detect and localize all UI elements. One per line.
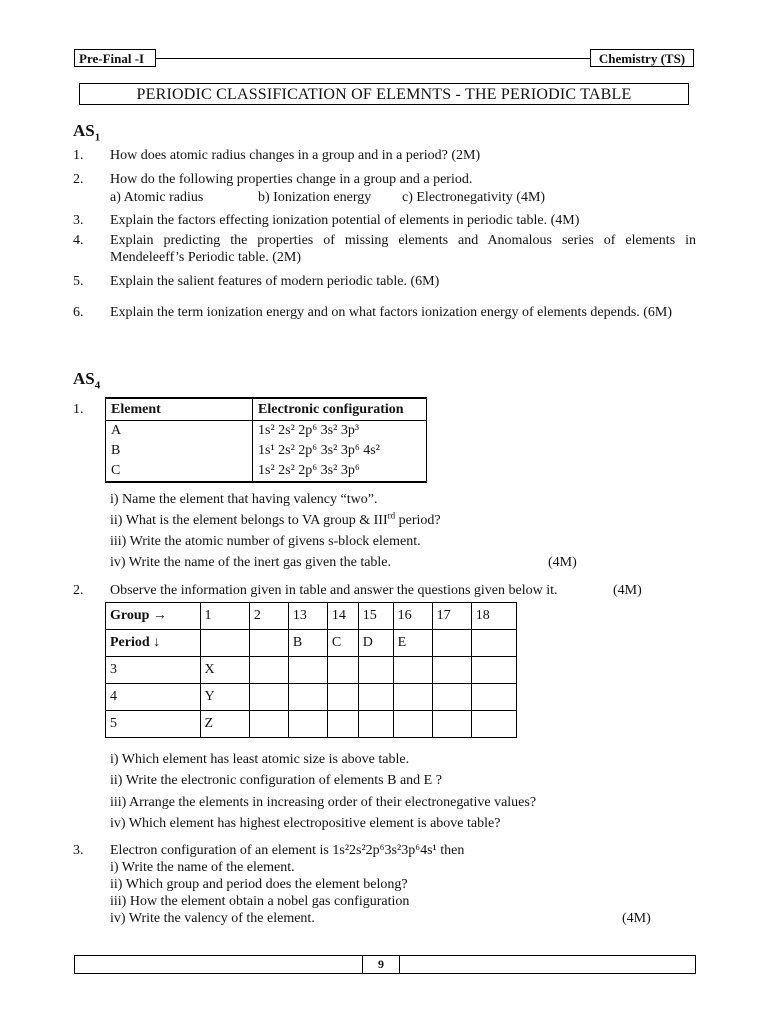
option-b: b) Ionization energy [258, 190, 372, 205]
grid-cell [432, 684, 471, 711]
page-number: 9 [362, 955, 400, 974]
table-header-config: Electronic configuration [253, 398, 427, 421]
grid-cell [471, 711, 516, 738]
element-config-table [105, 397, 427, 483]
group-cell: 16 [393, 603, 432, 630]
question-text: How does atomic radius changes in a group and in a period? (2M) [110, 148, 481, 163]
section-as1-heading [73, 121, 100, 143]
grid-cell [358, 684, 393, 711]
subquestion-ii-sup: rd [387, 510, 396, 521]
group-cell: 18 [471, 603, 516, 630]
period-number: 3 [106, 657, 201, 684]
marks-label: (4M) [613, 583, 642, 598]
question-text: How do the following properties change in a group and a period. [110, 172, 473, 187]
grid-cell [432, 657, 471, 684]
subquestion-ii: ii) Write the electronic configuration of elements B and E ? [110, 773, 442, 788]
marks-label: (4M) [622, 911, 651, 926]
grid-cell [358, 657, 393, 684]
table-cell-element: A [106, 421, 253, 442]
question-text: Explain the factors effecting ionization potential of elements in periodic table. (4M) [110, 213, 580, 228]
header-left-label: Pre-Final -I [74, 49, 156, 67]
section-as4-label: AS [73, 369, 95, 388]
group-cell: 1 [200, 603, 249, 630]
question-number: 2. [73, 172, 84, 187]
subquestion-ii [110, 512, 441, 529]
period-label: Period ↓ [106, 630, 201, 657]
question-number: 2. [73, 583, 84, 598]
period-number: 5 [106, 711, 201, 738]
subquestion-i: i) Name the element that having valency “two”. [110, 492, 378, 507]
question-text: Explain the term ionization energy and on what factors ionization energy of elements depends. (6M) [110, 305, 673, 320]
grid-cell [471, 630, 516, 657]
question-number: 5. [73, 274, 84, 289]
question-number: 3. [73, 213, 84, 228]
section-as4-heading [73, 369, 100, 391]
group-cell: 2 [249, 603, 288, 630]
table-row [106, 421, 427, 442]
period-row [106, 657, 517, 684]
grid-cell [432, 711, 471, 738]
option-c: c) Electronegativity (4M) [402, 190, 546, 205]
period-row [106, 684, 517, 711]
group-cell: 14 [327, 603, 358, 630]
group-cell: 15 [358, 603, 393, 630]
grid-cell: B [288, 630, 327, 657]
grid-cell: X [200, 657, 249, 684]
grid-cell: D [358, 630, 393, 657]
grid-cell [327, 711, 358, 738]
section-as4-sub: 4 [94, 379, 101, 392]
question-number: 3. [73, 843, 84, 858]
header-right-label: Chemistry (TS) [590, 49, 694, 67]
group-cell: 17 [432, 603, 471, 630]
grid-cell: C [327, 630, 358, 657]
subquestion-ii-end: period? [395, 513, 441, 528]
grid-cell [249, 657, 288, 684]
marks-label: (4M) [548, 555, 577, 570]
grid-cell [327, 684, 358, 711]
table-row [106, 441, 427, 461]
table-header-element: Element [106, 398, 253, 421]
period-row [106, 711, 517, 738]
group-row [106, 603, 517, 630]
group-label: Group → [106, 603, 201, 630]
grid-cell [393, 684, 432, 711]
question-text: Explain the salient features of modern periodic table. (6M) [110, 274, 440, 289]
option-a: a) Atomic radius [110, 190, 204, 205]
grid-cell [249, 684, 288, 711]
table-cell-config: 1s¹ 2s² 2p⁶ 3s² 3p⁶ 4s² [258, 443, 380, 458]
grid-cell: E [393, 630, 432, 657]
question-number: 6. [73, 305, 84, 320]
period-label-row [106, 630, 517, 657]
table-cell-element: B [106, 441, 253, 461]
subquestion-iv: iv) Write the name of the inert gas given the table. [110, 555, 392, 570]
subquestion-i: i) Which element has least atomic size is above table. [110, 752, 410, 767]
section-as1-sub: 1 [94, 131, 101, 144]
section-as1-label: AS [73, 121, 95, 140]
grid-cell [432, 630, 471, 657]
question-number: 4. [73, 233, 84, 248]
grid-cell [288, 711, 327, 738]
grid-cell [471, 657, 516, 684]
grid-cell [358, 711, 393, 738]
subquestion-ii-text: ii) What is the element belongs to VA group & III [110, 513, 388, 528]
grid-cell [249, 711, 288, 738]
question-text: Explain predicting the properties of missing elements and Anomalous series of elements in Mendeleeff’s Periodic table. (2M) [110, 233, 696, 265]
question-text [110, 842, 696, 859]
grid-cell [200, 630, 249, 657]
grid-cell [471, 684, 516, 711]
grid-cell [327, 657, 358, 684]
subquestion-iv: iv) Write the valency of the element. [110, 911, 315, 926]
table-cell-config: 1s² 2s² 2p⁶ 3s² 3p⁶ [258, 463, 360, 478]
question-number: 1. [73, 148, 84, 163]
grid-cell [288, 684, 327, 711]
subquestion-iii: iii) Arrange the elements in increasing order of their electronegative values? [110, 795, 537, 810]
grid-cell [393, 711, 432, 738]
grid-cell: Y [200, 684, 249, 711]
page-title: PERIODIC CLASSIFICATION OF ELEMNTS - THE PERIODIC TABLE [79, 83, 689, 105]
grid-cell [249, 630, 288, 657]
question-text-start: Electron configuration of an element is [110, 843, 333, 858]
table-row [106, 461, 427, 482]
table-header-row [106, 398, 427, 421]
table-cell-element: C [106, 461, 253, 482]
electron-config: 1s²2s²2p⁶3s²3p⁶4s¹ [332, 843, 437, 858]
subquestion-iii: iii) Write the atomic number of givens s-block element. [110, 534, 421, 549]
grid-cell [393, 657, 432, 684]
table-cell-config: 1s² 2s² 2p⁶ 3s² 3p³ [258, 423, 360, 438]
question-text-end: then [436, 843, 465, 858]
header-divider-line [156, 58, 590, 59]
subquestion-iv: iv) Which element has highest electropositive element is above table? [110, 816, 501, 831]
subquestion-ii: ii) Which group and period does the element belong? [110, 877, 408, 892]
subquestion-i: i) Write the name of the element. [110, 860, 295, 875]
group-cell: 13 [288, 603, 327, 630]
question-text: Observe the information given in table and answer the questions given below it. [110, 583, 558, 598]
periodic-grid-table [105, 602, 517, 738]
grid-cell [288, 657, 327, 684]
subquestion-iii: iii) How the element obtain a nobel gas configuration [110, 894, 410, 909]
period-number: 4 [106, 684, 201, 711]
question-number: 1. [73, 402, 84, 417]
grid-cell: Z [200, 711, 249, 738]
